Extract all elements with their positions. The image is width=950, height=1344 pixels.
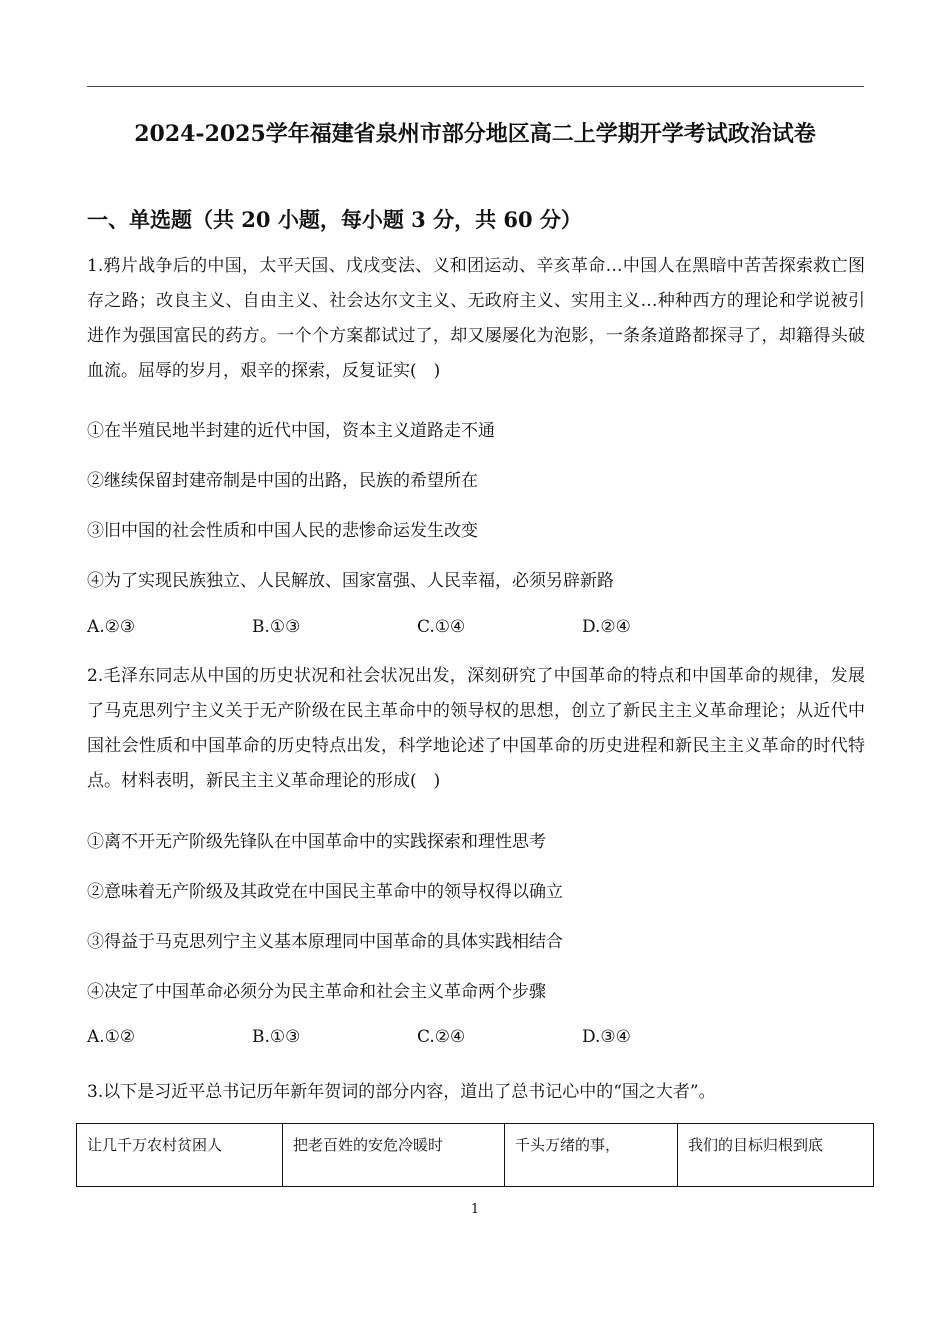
question-2-option-b: B.①③ bbox=[252, 1027, 301, 1047]
question-1-option-c: C.①④ bbox=[417, 617, 466, 637]
table-cell: 千头万绪的事， bbox=[505, 1124, 678, 1187]
question-1-item-4: ④为了实现民族独立、人民解放、国家富强、人民幸福，必须另辟新路 bbox=[87, 571, 614, 591]
page-title: 2024-2025学年福建省泉州市部分地区高二上学期开学考试政治试卷 bbox=[134, 121, 816, 147]
question-2-option-c: C.②④ bbox=[417, 1027, 466, 1047]
question-1-option-b: B.①③ bbox=[252, 617, 301, 637]
question-3-stem: 3.以下是习近平总书记历年新年贺词的部分内容，道出了总书记心中的“国之大者”。 bbox=[87, 1082, 716, 1102]
question-2-stem: 2.毛泽东同志从中国的历史状况和社会状况出发，深刻研究了中国革命的特点和中国革命的规律，发展了马克思列宁主义关于无产阶级在民主革命中的领导权的思想，创立了新民主主义革命理论；从近代中国社会性质和中国革命的历史特点出发，科学地论述了中国革命的历史进程和新民主主义革命的时代特点。材料表明，新民主主义革命理论的形成( ) bbox=[87, 666, 865, 791]
question-1-option-d: D.②④ bbox=[582, 617, 631, 637]
question-2-item-2: ②意味着无产阶级及其政党在中国民主革命中的领导权得以确立 bbox=[87, 882, 563, 902]
page-number: 1 bbox=[470, 1202, 480, 1217]
table-cell: 让几千万农村贫困人 bbox=[77, 1124, 283, 1187]
question-1-item-3: ③旧中国的社会性质和中国人民的悲惨命运发生改变 bbox=[87, 521, 478, 541]
question-2-item-4: ④决定了中国革命必须分为民主革命和社会主义革命两个步骤 bbox=[87, 982, 546, 1002]
table-cell: 把老百姓的安危冷暖时 bbox=[283, 1124, 505, 1187]
question-2-option-d: D.③④ bbox=[582, 1027, 631, 1047]
question-1-stem: 1.鸦片战争后的中国，太平天国、戊戌变法、义和团运动、辛亥革命…中国人在黑暗中苦苦探索救亡图存之路；改良主义、自由主义、社会达尔文主义、无政府主义、实用主义…种种西方的理论和学说被引进作为强国富民的药方。一个个方案都试过了，却又屡屡化为泡影，一条条道路都探寻了，却籍得头破血流。屈辱的岁月，艰辛的探索，反复证实( ) bbox=[87, 256, 865, 381]
question-1-item-1: ①在半殖民地半封建的近代中国，资本主义道路走不通 bbox=[87, 421, 495, 441]
header-rule bbox=[87, 86, 864, 87]
section-heading: 一、单选题（共 20 小题，每小题 3 分，共 60 分） bbox=[87, 207, 582, 232]
table-cell: 我们的目标归根到底 bbox=[678, 1124, 874, 1187]
question-2-option-a: A.①② bbox=[87, 1027, 136, 1047]
table-row bbox=[77, 1124, 874, 1187]
question-2-item-3: ③得益于马克思列宁主义基本原理同中国革命的具体实践相结合 bbox=[87, 932, 563, 952]
question-1-option-a: A.②③ bbox=[87, 617, 136, 637]
question-3-table bbox=[76, 1123, 874, 1187]
question-2-item-1: ①离不开无产阶级先锋队在中国革命中的实践探索和理性思考 bbox=[87, 832, 546, 852]
question-1-item-2: ②继续保留封建帝制是中国的出路，民族的希望所在 bbox=[87, 471, 478, 491]
